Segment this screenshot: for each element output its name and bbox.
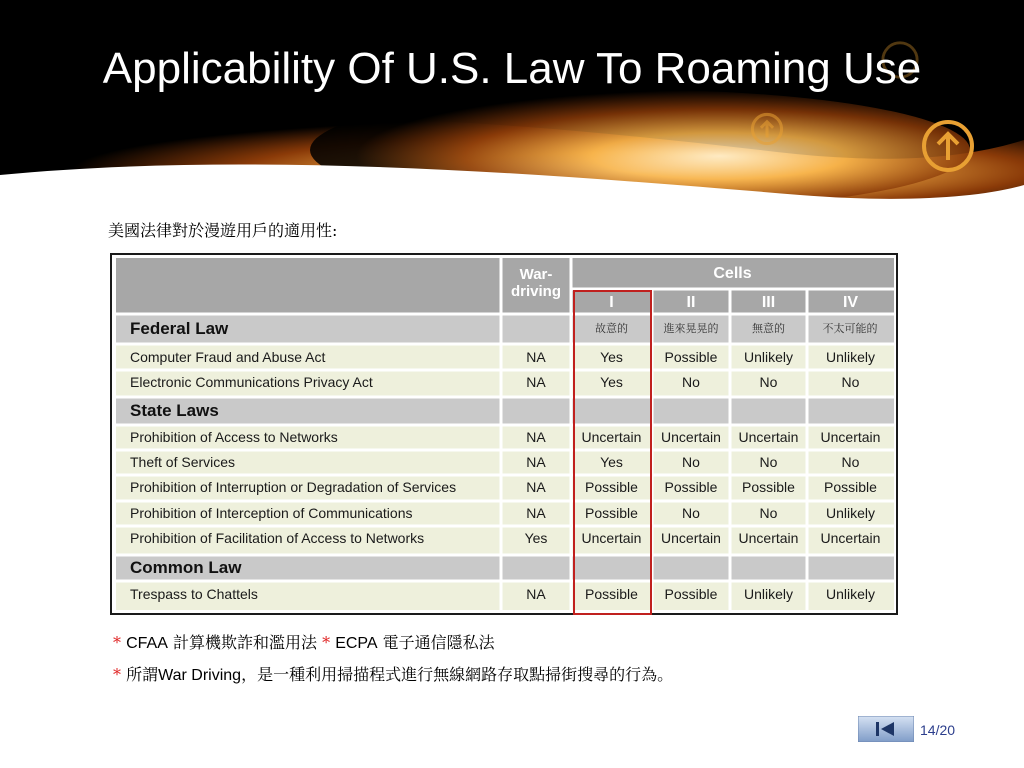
cell-i-value: Uncertain <box>581 530 642 546</box>
cell-iv-value: Uncertain <box>820 429 881 445</box>
abbr-ecpa-meaning: 電子通信隱私法 <box>382 633 495 652</box>
cell-i-value: Yes <box>600 374 623 390</box>
cell-iii-value: Unlikely <box>743 586 793 602</box>
cell-ii-value: Uncertain <box>661 530 721 546</box>
bullet-star: * <box>113 633 121 652</box>
column-header-i: I <box>609 294 614 311</box>
cell-i-value: Possible <box>585 479 638 495</box>
wardriving-value: NA <box>526 505 546 521</box>
cell-iii-value: Uncertain <box>738 530 799 546</box>
slide-header-banner <box>0 0 1024 215</box>
cell-iv-value: No <box>841 374 860 390</box>
cell-i-value: Yes <box>600 349 623 365</box>
cell-iii-value: No <box>759 505 778 521</box>
column-note-i: 故意的 <box>595 322 628 335</box>
header-wardriving: War- driving <box>510 266 561 300</box>
cell-iv-value: Unlikely <box>825 505 875 521</box>
war-driving-prefix: 所謂 <box>126 665 159 684</box>
cell-iii-value: Uncertain <box>738 429 799 445</box>
war-driving-term: War Driving <box>158 667 242 684</box>
cell-ii-value: Possible <box>664 586 718 602</box>
cell-ii-value: No <box>682 505 700 521</box>
law-name: Prohibition of Interruption or Degradation of Services <box>130 479 457 495</box>
cell-i-value: Possible <box>585 505 638 521</box>
column-note-iv: 不太可能的 <box>822 322 878 335</box>
cell-iii-value: No <box>759 374 778 390</box>
cell-ii-value: No <box>682 374 700 390</box>
header-swoosh-graphic <box>0 0 1024 215</box>
cell-iii-value: No <box>759 454 778 470</box>
previous-slide-button[interactable] <box>858 716 914 742</box>
law-name: Prohibition of Facilitation of Access to Networks <box>130 530 425 546</box>
slide-title: Applicability Of U.S. Law To Roaming Use <box>102 44 922 93</box>
law-name: Prohibition of Access to Networks <box>130 429 338 445</box>
cell-ii-value: Uncertain <box>661 429 721 445</box>
law-name: Computer Fraud and Abuse Act <box>130 349 326 365</box>
cell-iii-value: Unlikely <box>743 349 793 365</box>
cell-ii-value: No <box>682 454 700 470</box>
law-table <box>116 258 894 610</box>
header-cells: Cells <box>713 265 752 282</box>
cell-iv-value: Unlikely <box>825 349 875 365</box>
arrow-up-circle-icon <box>750 112 784 150</box>
slide-subtitle: 美國法律對於漫遊用戶的適用性: <box>108 221 338 240</box>
column-header-iv: IV <box>842 294 859 311</box>
abbr-ecpa: ECPA <box>335 635 378 652</box>
footnote-war-driving <box>113 662 673 685</box>
cell-i-value: Possible <box>585 586 638 602</box>
cell-iv-value: No <box>841 454 860 470</box>
cell-iv-value: Possible <box>824 479 877 495</box>
column-header-iii: III <box>761 294 776 311</box>
arrow-up-circle-icon <box>920 118 976 178</box>
cell-ii-value: Possible <box>664 349 718 365</box>
bullet-star: * <box>322 633 331 652</box>
cell-i-value: Uncertain <box>581 429 642 445</box>
law-name: Electronic Communications Privacy Act <box>130 374 373 390</box>
column-i-highlight-box <box>573 290 652 615</box>
abbr-cfaa-meaning: 計算機欺詐和濫用法 <box>172 633 317 652</box>
cell-i-value: Yes <box>600 454 623 470</box>
law-name: Trespass to Chattels <box>130 586 258 602</box>
wardriving-value: NA <box>526 479 546 495</box>
section-common-law: Common Law <box>130 558 242 577</box>
cell-iv-value: Unlikely <box>825 586 875 602</box>
cell-iv-value: Uncertain <box>820 530 881 546</box>
cell-iii-value: Possible <box>742 479 795 495</box>
bullet-star: * <box>113 665 121 684</box>
abbr-cfaa: CFAA <box>126 635 168 652</box>
wardriving-value: NA <box>526 374 546 390</box>
cell-ii-value: Possible <box>664 479 718 495</box>
law-name: Prohibition of Interception of Communications <box>130 505 413 521</box>
wardriving-value: NA <box>526 349 546 365</box>
wardriving-value: NA <box>526 429 546 445</box>
war-driving-definition: ，是一種利用掃描程式進行無線網路存取點掃街搜尋的行為。 <box>241 665 674 684</box>
wardriving-value: Yes <box>524 530 548 546</box>
law-name: Theft of Services <box>130 454 236 470</box>
footnote-abbreviations <box>113 630 495 653</box>
column-note-ii: 進來晃晃的 <box>663 322 719 335</box>
wardriving-value: NA <box>526 586 546 602</box>
section-federal-law: Federal Law <box>130 319 229 338</box>
page-number: 14/20 <box>920 722 956 738</box>
column-header-ii: II <box>686 294 696 311</box>
section-state-laws: State Laws <box>130 401 219 420</box>
wardriving-value: NA <box>526 454 546 470</box>
column-note-iii: 無意的 <box>752 322 785 335</box>
